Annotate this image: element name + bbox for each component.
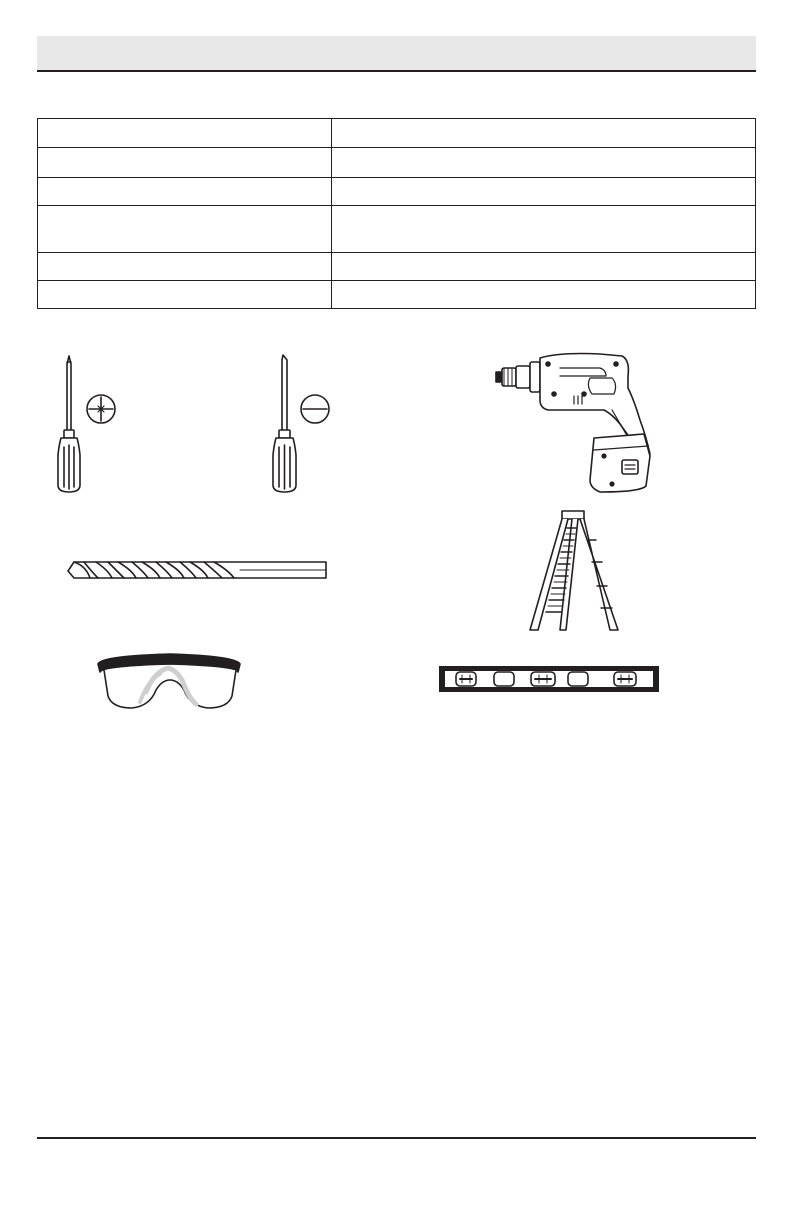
cordless-drill-icon (496, 354, 650, 493)
level-icon (439, 666, 659, 692)
step-ladder-icon (530, 511, 618, 630)
safety-glasses-icon (98, 654, 240, 708)
phillips-screwdriver-icon (58, 356, 115, 492)
drill-bit-icon (68, 562, 326, 578)
flathead-screwdriver-icon (273, 355, 329, 492)
footer-rule (37, 1137, 756, 1139)
